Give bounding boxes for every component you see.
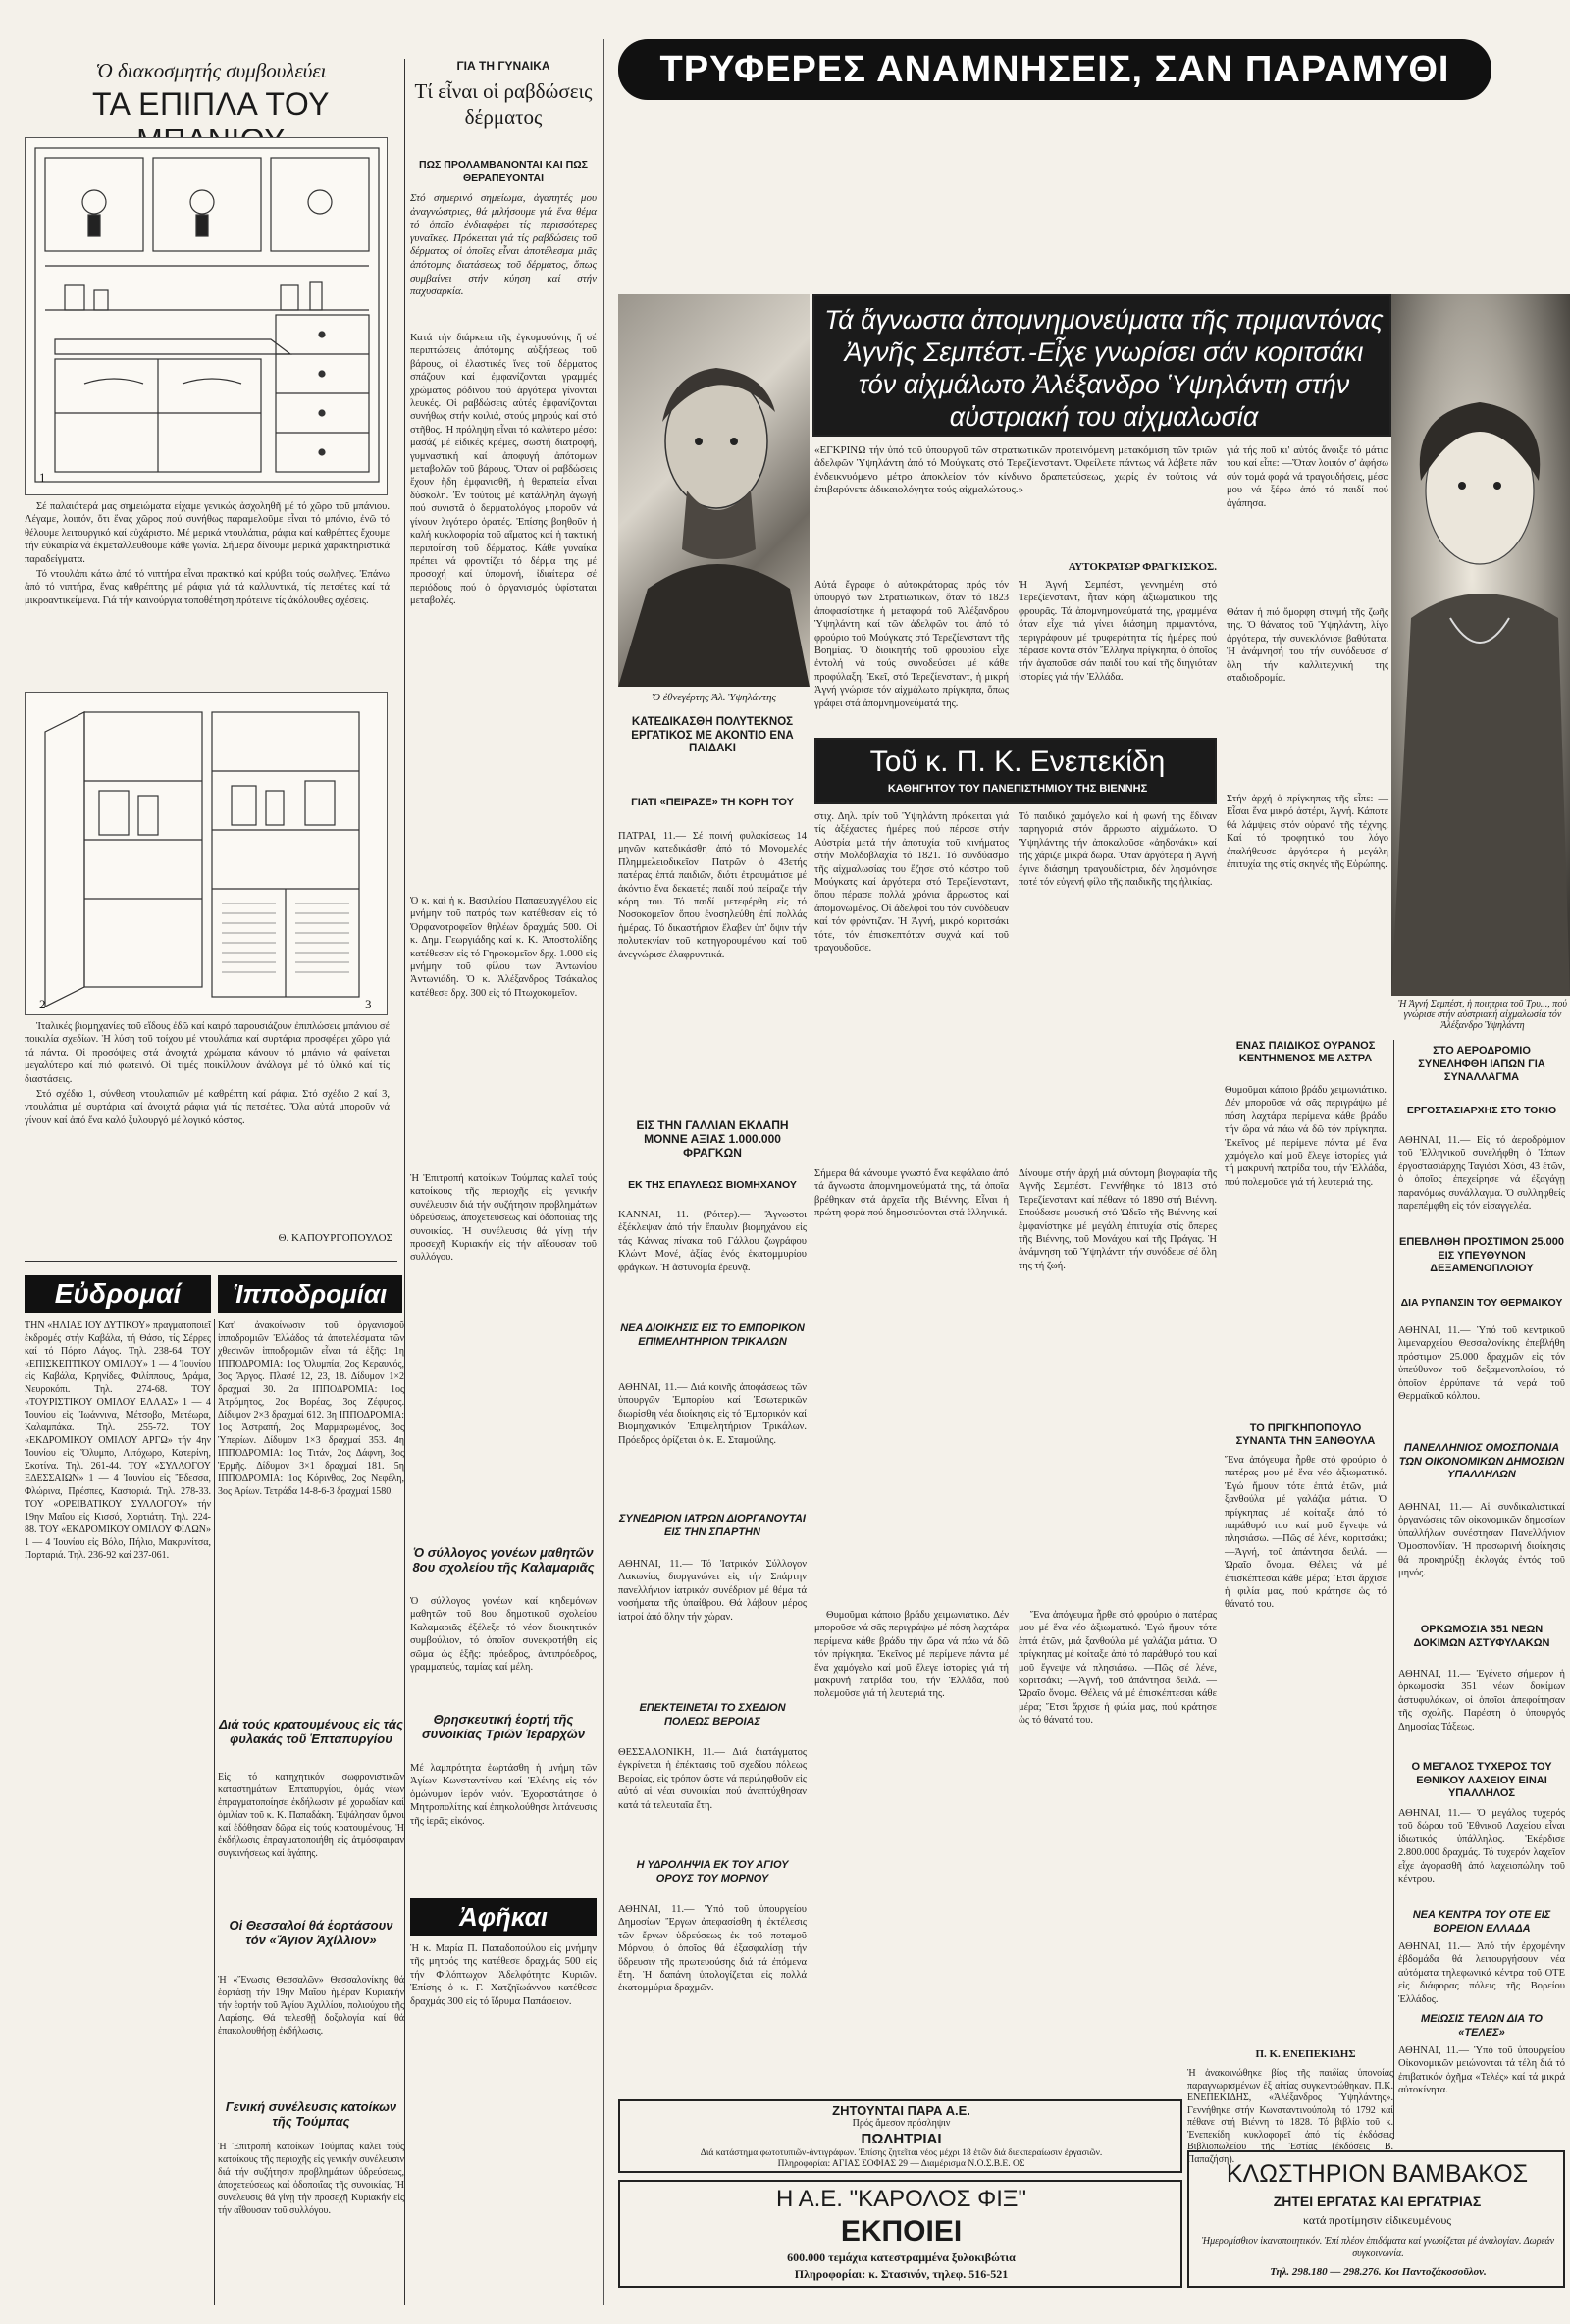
parents-title: Ὁ σύλλογος γονέων μαθητῶν 8ου σχολείου τῆς Καλαμαριᾶς — [412, 1545, 595, 1575]
fine-body: ΑΘΗΝΑΙ, 11.— Ὑπό τοῦ κεντρικοῦ λιμεναρχείου Θεσσαλονίκης ἐπεβλήθη πρόστιμον 25.000 δραχμῶν εἰς τόν ὑπεύθυνον τοῦ δεξαμενοπλοίου, τό ὁποῖον ἐρρύπανε τά νερά τοῦ Θερμαϊκοῦ κόλπου. — [1398, 1325, 1565, 1403]
toumba-title: Γενική συνέλευσις κατοίκων τῆς Τούμπας — [225, 2099, 397, 2129]
prison-title: Διά τούς κρατουμένους εἰς τάς φυλακάς τοῦ Ἑπταπυργίου — [219, 1717, 403, 1746]
bathroom-paragraph-4: Στό σχέδιο 1, σύνθεση ντουλαπιῶν μέ καθρέπτη καί ράφια. Στό σχέδιο 2 καί 3, ντουλάπια μέ συρτάρια καί ἀνοιχτά ράφια γιά τίς πετσέτες. Ὅλα αὐτά μποροῦν νά γίνουν καί ἀπό ἕνα καλό ξυλουργό μέ λογικό κόστος. — [25, 1089, 390, 1126]
thessalians-title: Οἱ Θεσσαλοί θά ἑορτάσουν τόν «Ἅγιον Ἀχίλλιον» — [229, 1918, 393, 1947]
feast-title: Θρησκευτική ἑορτή τῆς συνοικίας Τριῶν Ἱεραρχῶν — [422, 1712, 585, 1741]
veria-title: ΕΠΕΚΤΕΙΝΕΤΑΙ ΤΟ ΣΧΕΔΙΟΝ ΠΟΛΕΩΣ ΒΕΡΟΙΑΣ — [639, 1702, 786, 1728]
memoirs-headline: Τά ἄγνωστα ἀπομνημονεύματα τῆς πριμαντόνας Ἀγνῆς Σεμπέστ.-Εἶχε γνωρίσει σάν κοριτσάκι τόν αἰχμάλωτο Ἀλέξανδρο Ὑψηλάντη στήν αὐστριακή του αἰχμαλωσία — [824, 305, 1384, 432]
middle-continued: Ὁ κ. καί ἡ κ. Βασιλείου Παπαευαγγέλου εἰς μνήμην τοῦ πατρός των κατέθεσαν εἰς τό Ὀρφανοτροφεῖον θηλέων δραχμάς 500. Οἱ κ. Δημ. Γεωργιάδης καί κ. Κ. Ἀποστολίδης κατέθεσαν εἰς τό Γηροκομεῖον δρχ. 1.000 εἰς μνήμην τοῦ φίλου των Ἀντωνίου Ἀντωνιάδη. Ὁ κ. Ἀλέξανδρος Τσάκαλος κατέθεσε δρχ. 300 εἰς τό Πτωχοκομεῖον. — [410, 896, 597, 999]
author-paragraph-6: Ἕνα ἀπόγευμα ἦρθε στό φρούριο ὁ πατέρας μου μέ ἕνα νέο ἀξιωματικό. Ἐγώ ἤμουν τότε ἑπτά ἐτῶν, μιά ξανθούλα μέ γαλάζια μάτια. Ὁ πρίγκηπας μέ κοίταξε ἀπό τό παράθυρό του καί μοῦ ἔγνεψε νά πλησιάσω. —Πῶς σέ λένε, κοριτσάκι; —Ἀγνή, τοῦ ἀπάντησα δειλά. —Ὡραῖο ὄνομα. Θέλεις νά μέ ἐπισκέπτεσαι κάθε μέρα; Ἔτσι ἄρχισε ἡ φιλία μας, πού κράτησε ὡς τό θάνατό του. — [1019, 1610, 1217, 1727]
wanted-ad — [618, 2099, 1182, 2173]
cotton-ad — [1187, 2150, 1565, 2288]
japan-subtitle: ΕΡΓΟΣΤΑΣΙΑΡΧΗΣ ΣΤΟ ΤΟΚΙΟ — [1406, 1105, 1557, 1116]
cotton-subtitle: ΖΗΤΕΙ ΕΡΓΑΤΑΣ ΚΑΙ ΕΡΓΑΤΡΙΑΣ — [1273, 2194, 1482, 2209]
figure-number-2: 2 — [39, 997, 46, 1011]
bathroom-illustration-1 — [25, 137, 388, 495]
lottery-title: Ο ΜΕΓΑΛΟΣ ΤΥΧΕΡΟΣ ΤΟΥ ΕΘΝΙΚΟΥ ΛΑΧΕΙΟΥ ΕΙΝΑΙ ΥΠΑΛΛΗΛΟΣ — [1411, 1761, 1552, 1799]
cotton-phone: Τηλ. 298.180 — 298.276. Κοι Παντοζάκοσοῦλον. — [1270, 2266, 1487, 2278]
strike-body: ΠΑΤΡΑΙ, 11.— Σέ ποινή φυλακίσεως 14 μηνῶν κατεδικάσθη ἀπό τό Μονομελές Πλημμελειοδικεῖον Πατρῶν ὁ 43ετής πατέρας ἑπτά παιδιῶν, διότι ἐτραυμάτισε μέ ἀκόντιο ἕνα δεκαετές παιδί πού πείραζε τήν κόρη του. Τό παιδί μετεφέρθη εἰς τό Νοσοκομεῖον ὅπου ἐνοσηλεύθη ἐπί πολλάς ἡμέρας. Τό δικαστήριον ἔλαβεν ὑπ' ὄψιν τήν πολυτεκνίαν τοῦ κατηγορουμένου καί τοῦ ἀνεγνώρισε ἐλαφρυντικά. — [618, 831, 807, 960]
figure-number-1: 1 — [39, 470, 46, 485]
sparta-title: ΣΥΝΕΔΡΙΟΝ ΙΑΤΡΩΝ ΔΙΟΡΓΑΝΟΥΤΑΙ ΕΙΣ ΤΗΝ ΣΠΑΡΤΗΝ — [618, 1513, 806, 1538]
monet-body: ΚΑΝΝΑΙ, 11. (Ρόιτερ).— Ἄγνωστοι ἐξέκλεψαν ἀπό τήν ἔπαυλιν βιομηχάνου εἰς τάς Κάννας πίνακα τοῦ Γάλλου ζωγράφου Κλώντ Μονέ, ἀξίας ἑνός ἑκατομμυρίου φράγκων. Ἡ ἀστυνομία ἐρευνᾷ. — [618, 1210, 807, 1273]
portrait-sketch-right — [1391, 294, 1570, 996]
author-right-body-5: Θυμοῦμαι κάποιο βράδυ χειμωνιάτικο. Δέν μποροῦσε νά σᾶς περιγράψω μέ πόση λαχτάρα περίμενα κάθε βράδυ τήν ὥρα νά πάω νά δῶ τόν πρίγκηπα. Ἐκεῖνος μέ περίμενε πάντα μέ ἕνα χαμόγελο καί μοῦ ἔλεγε ἱστορίες γιά τή μακρυνή πατρίδα του, τήν Ἑλλάδα, πού πολεμοῦσε γιά τή λευτεριά της. — [1225, 1085, 1387, 1188]
parents-body: Ὁ σύλλογος γονέων καί κηδεμόνων μαθητῶν τοῦ 8ου δημοτικοῦ σχολείου Καλαμαριᾶς ἐξέλεξε τό νέον διοικητικόν συμβούλιον, τό ὁποῖον συνεκροτήθη εἰς σῶμα ὡς ἑξῆς: πρόεδρος, ἀντιπρόεδρος, γραμματεύς, ταμίας καί μέλη. — [410, 1596, 597, 1674]
wanted-info: Πληροφορίαι: ΑΓΙΑΣ ΣΟΦΙΑΣ 29 — Διαμέρισμα Ν.Ο.Σ.Β.Ε. ΟΣ — [777, 2159, 1025, 2169]
wanted-role: ΠΩΛΗΤΡΙΑΙ — [861, 2131, 942, 2147]
author-title: Τοῦ κ. Π. Κ. Ενεπεκίδη — [869, 746, 1166, 778]
bathroom-body-1 — [25, 500, 390, 687]
thessalians-body: Ἡ «Ἕνωσις Θεσσαλῶν» Θεσσαλονίκης θά ἑορτάσῃ τήν 19ην Μαΐου ἡμέραν Κυριακήν τήν ἑορτήν τοῦ Ἁγίου Ἀχιλλίου, πολιούχου τῆς Λαρίσης. Θά τελεσθῇ δοξολογία καί θά ἐπακολουθήσῃ ἐκδήλωσις. — [218, 1975, 404, 2037]
feast-body: Μέ λαμπρότητα ἑωρτάσθη ἡ μνήμη τῶν Ἁγίων Κωνσταντίνου καί Ἑλένης εἰς τόν ὁμώνυμον ἱερόν ναόν. Ἐχοροστάτησε ὁ Μητροπολίτης καί ἐπηκολούθησε λιτάνευσις τῆς ἱερᾶς εἰκόνος. — [410, 1763, 597, 1827]
bathroom-illustration-2 — [25, 692, 388, 1015]
carol-ad — [618, 2180, 1182, 2288]
memoirs-body-1: Αὐτά ἔγραφε ὁ αὐτοκράτορας πρός τόν ὑπουργό τῶν Στρατιωτικῶν, ὅταν τό 1823 ἀποφασίστηκε ἡ μεταφορά τοῦ Ἀλέξανδρου Ὑψηλάντη καί τῶν ἀδελφῶν του ἀπό τό φρούριο τοῦ Μούγκατς στό Τερεζίενσταντ τῆς Βοημίας. Ὁ διοικητής τοῦ φρουρίου εἶχε ἐντολή νά τούς συνοδεύσει μέ κάθε προφύλαξη. Ἐκεῖ, στό Τερεζίενσταντ, ἡ μικρή Ἀγνή γνώρισε τόν αἰχμάλωτο πρίγκηπα, ὅπως γράφει στά ἀπομνημονεύματά της. — [814, 580, 1009, 709]
trikala-title: ΝΕΑ ΔΙΟΙΚΗΣΙΣ ΕΙΣ ΤΟ ΕΜΠΟΡΙΚΟΝ ΕΠΙΜΕΛΗΤΗΡΙΟΝ ΤΡΙΚΑΛΩΝ — [620, 1322, 805, 1348]
memoirs-banner: ΤΡΥΦΕΡΕΣ ΑΝΑΜΝΗΣΕΙΣ, ΣΑΝ ΠΑΡΑΜΥΘΙ — [618, 39, 1492, 100]
cotton-note: Ἡμερομίσθιον ἱκανοποιητικόν. Ἐπί πλέον ἐπιδόματα καί γνωρίζεται μέ ἀναλογίαν. Δωρεάν συγκοινωνία. — [1201, 2236, 1555, 2259]
fine-subtitle: ΔΙΑ ΡΥΠΑΝΣΙΝ ΤΟΥ ΘΕΡΜΑΙΚΟΥ — [1400, 1297, 1563, 1309]
wanted-title: ΖΗΤΟΥΝΤΑΙ ΠΑΡΑ Α.Ε. — [832, 2103, 970, 2118]
author-subtitle: ΚΑΘΗΓΗΤΟΥ ΤΟΥ ΠΑΝΕΠΙΣΤΗΜΙΟΥ ΤΗΣ ΒΙΕΝΝΗΣ — [887, 783, 1148, 795]
author-subhead-1: ΕΝΑΣ ΠΑΙΔΙΚΟΣ ΟΥΡΑΝΟΣ ΚΕΝΤΗΜΕΝΟΣ ΜΕ ΑΣΤΡΑ — [1235, 1040, 1376, 1064]
bathroom-title: ΤΑ ΕΠΙΠΛΑ ΤΟΥ — [91, 86, 331, 122]
strike-subtitle: ΓΙΑΤΙ «ΠΕΙΡΑΖΕ» ΤΗ ΚΟΡΗ ΤΟΥ — [631, 797, 794, 808]
agni-sebest-portrait — [1391, 294, 1570, 996]
carol-company: Η Α.Ε. "ΚΑΡΟΛΟΣ ΦΙΞ" — [775, 2186, 1027, 2212]
bathroom-paragraph-3: Ἰταλικές βιομηχανίες τοῦ εἴδους ἐδῶ καί καιρό παρουσιάζουν ἐπιπλώσεις μπάνιου σέ ποικιλία σχεδίων. Ἡ λύση τοῦ τοίχου μέ ντουλάπια καί συρτάρια προσφέρει χῶρο γιά τά πάντα. Οἱ προσόψεις στά ἀνοιχτά χρώματα κάνουν τό μπάνιο νά φαίνεται μεγαλύτερο καί πιό φωτεινό. Οἱ τιμές ποικίλλουν ἀνάλογα μέ τό ὑλικό καί τίς διαστάσεις. — [25, 1021, 390, 1085]
bathroom-body-2 — [25, 1020, 390, 1231]
centers-body: ΑΘΗΝΑΙ, 11.— Ἀπό τήν ἐρχομένην ἑβδομάδα θά λειτουργήσουν νέα αὐτόματα τηλεφωνικά κέντρα τοῦ ΟΤΕ εἰς διάφορας πόλεις τῆς Βορείου Ἑλλάδος. — [1398, 1941, 1565, 2005]
tax-body: ΑΘΗΝΑΙ, 11.— Ὑπό τοῦ ὑπουργείου Οἰκονομικῶν μειώνονται τά τέλη διά τό ἐπιβατικόν ὀχῆμα «Τελές» καί τά μικρά αὐτοκίνητα. — [1398, 2045, 1565, 2096]
woman-title: Τί εἶναι οἱ ραβδώσεις δέρματος — [414, 79, 593, 129]
ypsilantis-portrait — [618, 294, 810, 687]
memoirs-quote: «ΕΓΚΡΙΝΩ τήν ὑπό τοῦ ὑπουργοῦ τῶν στρατιωτικῶν προτεινόμενη μετακόμιση τῶν τριῶν ἀδελφῶν Ὑψηλάντη ἀπό τό Μούγκατς στό Τερεζίενσταντ. Ὀφείλετε πάντως νά λάβετε πᾶν ἐνδεικνυόμενο μέτρο ἀποκλείον τόν κίνδυνο δραπετεύσεως, χωρίς ἐν τούτοις νά ἐπιβαρύνετε ἀδικαιολόγητα τούς αἰχμαλώτους.» — [814, 444, 1217, 496]
agni-caption: Ἡ Ἀγνή Σεμπέστ, ἡ ποιητρια τοῦ Τρυ..., πού γνώρισε στήν αὐστριακή αἰχμαλωσία τόν Ἀλέξανδρο Ὑψηλάντη — [1398, 999, 1567, 1031]
bathroom-paragraph-2: Τό ντουλάπι κάτω ἀπό τό νιπτήρα εἶναι πρακτικό καί κρύβει τούς σωλῆνες. Ἐπάνω ἀπό τό νιπτήρα, ἕνας καθρέπτης μέ ράφια γιά τά καλλυντικά, τίς πετσέτες καί τά μικροαντικείμενα. Γιά τήν καινούργια τοποθέτηση πρότεινε τίς ἀκόλουθες σχέσεις. — [25, 569, 390, 606]
veria-body: ΘΕΣΣΑΛΟΝΙΚΗ, 11.— Διά διατάγματος ἐγκρίνεται ἡ ἐπέκτασις τοῦ σχεδίου πόλεως Βεροίας, εἰς τρόπον ὥστε νά περιληφθοῦν εἰς αὐτό αἱ νέαι συνοικίαι πού ἀνεπτύχθησαν κατά τά τελευταῖα ἔτη. — [618, 1747, 807, 1811]
bathroom-byline: Θ. ΚΑΠΟΥΡΓΟΠΟΥΛΟΣ — [278, 1232, 392, 1244]
police-body: ΑΘΗΝΑΙ, 11.— Ἐγένετο σήμερον ἡ ὁρκωμοσία 351 νέων δοκίμων ἀστυφυλάκων, οἱ ὁποῖοι ἀπεφοίτησαν τῆς σχολῆς. Παρέστη ὁ ὑπουργός Δημοσίας Τάξεως. — [1398, 1669, 1565, 1732]
tax-title: ΜΕΙΩΣΙΣ ΤΕΛΩΝ ΔΙΑ ΤΟ «ΤΕΛΕΣ» — [1421, 2013, 1543, 2039]
bathroom-paragraph-1: Σέ παλαιότερά μας σημειώματα είχαμε γενικώς ἀσχοληθῆ μέ τό χῶρο τοῦ μπάνιου. Λέγαμε, λοιπόν, ὅτι ἕνας χῶρος πού συνήθως παραμελοῦμε εἶναι τό μπάνιο, ἐνῶ τό θέλουμε λειτουργικό καί εὐχάριστο. Μέ μερικά ντουλάπια, ράφια καί καθρέπτες ἔχουμε τήν εὐκαιρία νά ἐκμεταλλευθοῦμε κάθε γωνία. Σήμερα δίνουμε μερικά χαρακτηριστικά παραδείγματα. — [25, 501, 390, 565]
memoirs-body-2: Ἡ Ἀγνή Σεμπέστ, γεννημένη στό Τερεζίενσταντ, ἦταν κόρη ἀξιωματικοῦ τῆς φρουρᾶς. Τά ἀπομνημονεύματά της, γραμμένα ὅταν εἶχε πιά γίνει διάσημη πριμαντόνα, περιγράφουν μέ τρυφερότητα τίς ἡμέρες πού πέρασε κοντά στόν Ἕλληνα πρίγκηπα, ὁ ὁποῖος τήν ἀγαποῦσε σάν παιδί του καί τῆς διηγιόταν ἱστορίες γιά τήν Ἑλλάδα. — [1019, 580, 1217, 683]
author-body-3: Σήμερα θά κάνουμε γνωστό ἕνα κεφάλαιο ἀπό τά ἄγνωστα ἀπομνημονεύματά της, τά ὁποῖα βρέθηκαν στά ἀρχεῖα τῆς Βιέννης. Εἶναι ἡ πρώτη φορά πού δημοσιεύονται στά ἑλληνικά. — [814, 1168, 1009, 1219]
japan-body: ΑΘΗΝΑΙ, 11.— Εἰς τό ἀεροδρόμιον τοῦ Ἑλληνικοῦ συνελήφθη ὁ Ἰάπων ἐργοστασιάρχης Ταγιόσι Χόσι, 43 ἐτῶν, ὁ ὁποῖος ἐπεχείρησε νά ἐξαγάγῃ παρανόμως συνάλλαγμα. Ὁ συλληφθείς παρεπέμφθη εἰς τόν εἰσαγγελέα. — [1398, 1135, 1565, 1213]
woman-subtitle: ΠΩΣ ΠΡΟΛΑΜΒΑΝΟΝΤΑΙ ΚΑΙ ΠΩΣ ΘΕΡΑΠΕΥΟΝΤΑΙ — [419, 159, 588, 183]
woman-extra: Ἡ Ἐπιτροπή κατοίκων Τούμπας καλεῖ τούς κατοίκους τῆς περιοχῆς εἰς γενικήν συνέλευσιν διά τήν συζήτησιν προβλημάτων ὑδρεύσεως, ἀποχετεύσεως καί ὁδοποιΐας τῆς συνοικίας. Ἡ συνέλευσις θά γίνῃ τήν προσεχῆ Κυριακήν εἰς τήν αἴθουσαν τοῦ συλλόγου. — [410, 1173, 597, 1264]
figure-number-3: 3 — [365, 997, 372, 1011]
woman-kicker: ΓΙΑ ΤΗ ΓΥΝΑΙΚΑ — [456, 59, 550, 73]
memoirs-headline-box — [812, 294, 1391, 437]
author-body-1: στιχ. Δηλ. πρίν τοῦ Ὑψηλάντη πρόκειται γιά τίς ἀξέχαστες ἡμέρες πού πέρασε στήν Αὐστρία μετά τήν ἀποτυχία τοῦ κινήματος στήν Μολδοβλαχία τό 1821. Τό συνδύασμο τῆς αἰχμαλωσίας του ἔζησε στό κάστρο τοῦ Μούγκατς καί ἀργότερα στό Τερεζίενσταντ, ὅπου πέρασε πολλά χρόνια ἄρρωστος καί ἀπομονωμένος. Οἱ ἀδελφοί του τόν συνόδευαν καί τόν φρόντιζαν. Ἡ Ἀγνή, μικρό κοριτσάκι τότε, τόν ἐπισκεπτόταν συχνά καί τοῦ τραγουδοῦσε. — [814, 811, 1009, 955]
memoirs-quote-signature: ΑΥΤΟΚΡΑΤΩΡ ΦΡΑΓΚΙΣΚΟΣ. — [1068, 561, 1217, 573]
centers-title: ΝΕΑ ΚΕΝΤΡΑ ΤΟΥ ΟΤΕ ΕΙΣ ΒΟΡΕΙΟΝ ΕΛΛΑΔΑ — [1412, 1909, 1551, 1935]
strike-title: ΚΑΤΕΔΙΚΑΣΘΗ ΠΟΛΥΤΕΚΝΟΣ ΕΡΓΑΤΙΚΟΣ ΜΕ ΑΚΟΝΤΙΟ ΕΝΑ ΠΑΙΔΑΚΙ — [631, 716, 794, 754]
racing-banner: Ἱπποδρομίαι — [218, 1275, 402, 1313]
wanted-subtitle: Πρός ἄμεσον πρόσληψιν — [852, 2118, 951, 2129]
memoirs-right-body-3: Στήν ἀρχή ὁ πρίγκηπας τῆς εἶπε: —Εἶσαι ἕνα μικρό ἀστέρι, Ἀγνή. Κάποτε θά λάμψεις στόν οὐρανό τῆς τέχνης. Καί τό προφητικό του λόγο ἐπαλήθευσε ἀργότερα ἡ μεγάλη ἐπιτυχία της στίς σκηνές τῆς Εὐρώπης. — [1227, 794, 1388, 871]
woman-lead: Στό σημερινό σημείωμα, ἀγαπητές μου ἀναγνώστριες, θά μιλήσουμε γιά ἕνα θέμα τό ὁποῖο ἐνδιαφέρει τίς περισσότερες γυναῖκες. Πρόκειται γιά τίς ραβδώσεις τοῦ δέρματος οἱ ὁποῖες εἶναι ἀποτέλεσμα μιᾶς ἀπότομης διατάσεως τοῦ δέρματος, ὅπως συμβαίνει στήν κύηση καί στήν παχυσαρκία. — [410, 192, 597, 298]
racing-body: Κατ' ἀνακοίνωσιν τοῦ ὀργανισμοῦ ἱπποδρομιῶν Ἑλλάδος τά ἀποτελέσματα τῶν χθεσινῶν ἱπποδρομιῶν εἶναι τά ἑξῆς: 1η ΙΠΠΟΔΡΟΜΙΑ: 1ος Ὀλυμπία, 2ος Κεραυνός, 3ος Ἄργος. Πλασέ 12, 23, 18. Δίδυμον 1×2 δραχμαί 30. 2α ΙΠΠΟΔΡΟΜΙΑ: 1ος Ἀτρόμητος, 2ος Βορέας, 3ος Ζέφυρος. Δίδυμον 2×3 δραχμαί 612. 3η ΙΠΠΟΔΡΟΜΙΑ: 1ος Ἀστραπή, 2ος Μαρμαρωμένος, 3ος Ὑπερίων. Δίδυμον 1×3 δραχμαί 353. 4η ΙΠΠΟΔΡΟΜΙΑ: 1ος Τιτάν, 2ος Δάφνη, 3ος Ἑρμῆς. Δίδυμον 3×1 δραχμαί 181. 5η ΙΠΠΟΔΡΟΜΙΑ: 1ος Κόρινθος, 2ος Νεφέλη, 3ος Ἀρίων. Τετράδα 14-8-6-3 δραχμαί 1580. — [218, 1320, 404, 1497]
bequests-body: Ἡ κ. Μαρία Π. Παπαδοπούλου εἰς μνήμην τῆς μητρός της κατέθεσε δραχμάς 500 εἰς τήν Φιλόπτωχον Ἀδελφότητα Κυριῶν. Ἐπίσης ὁ κ. Γ. Χατζηϊωάννου κατέθεσε δραχμάς 300 εἰς τό ἵδρυμα Παπάφειον. — [410, 1943, 597, 2007]
author-right-body-6: Ἕνα ἀπόγευμα ἦρθε στό φρούριο ὁ πατέρας μου μέ ἕνα νέο ἀξιωματικό. Ἐγώ ἤμουν τότε ἑπτά ἐτῶν, μιά ξανθούλα μέ γαλάζια μάτια. Ὁ πρίγκηπας μέ κοίταξε ἀπό τό παράθυρό του καί μοῦ ἔγνεψε νά πλησιάσω. —Πῶς σέ λένε, κοριτσάκι; —Ἀγνή, τοῦ ἀπάντησα δειλά. —Ὡραῖο ὄνομα. Θέλεις νά μέ ἐπισκέπτεσαι κάθε μέρα; Ἔτσι ἄρχισε ἡ φιλία μας, πού κράτησε ὡς τό θάνατό του. — [1225, 1455, 1387, 1611]
sparta-body: ΑΘΗΝΑΙ, 11.— Τό Ἰατρικόν Σύλλογον Λακωνίας διοργανώνει εἰς τήν Σπάρτην πανελλήνιον ἰατρικόν συνέδριον μέ θέμα τά νοσήματα τῆς ὑπαίθρου. Θά λάβουν μέρος ἰατροί ἀπό ὅλην τήν χώραν. — [618, 1559, 807, 1623]
woman-body: Κατά τήν διάρκεια τῆς ἐγκυμοσύνης ἤ σέ περιπτώσεις ἀπότομης αὐξήσεως τοῦ βάρους, οἱ ἐλαστικές ἴνες τοῦ δέρματος σπάζουν καί ἐμφανίζονται γραμμές χρώματος ρόδινου πού ἀργότερα γίνονται λευκές. Οἱ ραβδώσεις αὐτές ἐμφανίζονται συνήθως στήν κοιλιά, στούς μηρούς καί στό στῆθος. Ἡ πρόληψη εἶναι τό καλύτερο μέσο: μασάζ μέ εἰδικές κρέμες, σωστή διατροφή, γυμναστική καί ἀποφυγή ἀπότομων μεταβολῶν τοῦ βάρους. Ὅταν οἱ ραβδώσεις ἔχουν ἤδη ἐμφανισθῆ, ἡ θεραπεία εἶναι δύσκολη. Ἐν τούτοις μέ κατάλληλη ἀγωγή πού συνιστᾶ ὁ δερματολόγος μποροῦν νά γίνουν λιγότερο ὁρατές. Ἐπίσης βοηθοῦν ἡ καλή κυκλοφορία τοῦ αἵματος καί ἡ τακτική περιποίηση τοῦ δέρματος. Κάθε γυναίκα πρέπει νά φροντίζει τό δέρμα της μέ προσοχή καί ὑπομονή, ἰδιαίτερα σέ περιόδους πού ὁ ὀργανισμός ὑφίσταται μεταβολές. — [410, 333, 597, 607]
memoirs-byline: Π. Κ. ΕΝΕΠΕΚΙΔΗΣ — [1255, 2048, 1356, 2060]
memoirs-right-body-2: Θάταν ἡ πιό ὄμορφη στιγμή τῆς ζωῆς της. Ὁ θάνατος τοῦ Ὑψηλάντη, λίγο ἀργότερα, τήν συνεκλόνισε βαθύτατα. Ἡ ἀνάμνησή του τήν συνόδευσε σ' ὅλη τήν καλλιτεχνική της σταδιοδρομία. — [1227, 607, 1388, 685]
employees-title: ΠΑΝΕΛΛΗΝΙΟΣ ΟΜΟΣΠΟΝΔΙΑ ΤΩΝ ΟΙΚΟΝΟΜΙΚΩΝ ΔΗΜΟΣΙΩΝ ΥΠΑΛΛΗΛΩΝ — [1398, 1442, 1565, 1480]
author-body-5 — [814, 1609, 1009, 2148]
athos-body: ΑΘΗΝΑΙ, 11.— Ὑπό τοῦ ὑπουργείου Δημοσίων Ἔργων ἀπεφασίσθη ἡ ἐκτέλεσις τῶν ἔργων ὑδρεύσεως ἐκ τοῦ ποταμοῦ Μόρνου, ὁ ὁποῖος θά ἐξασφαλίσῃ τήν ὕδρευσιν τῆς πρωτευούσης διά τά ἐπόμενα ἔτη. Ἡ δαπάνη ὑπολογίζεται εἰς πολλά ἑκατομμύρια δραχμῶν. — [618, 1904, 807, 1994]
monet-subtitle: ΕΚ ΤΗΣ ΕΠΑΥΛΕΩΣ ΒΙΟΜΗΧΑΝΟΥ — [628, 1179, 797, 1191]
bathroom-furniture-drawing-2 — [26, 693, 389, 1016]
portrait-sketch-left — [618, 294, 810, 687]
trikala-body: ΑΘΗΝΑΙ, 11.— Διά κοινῆς ἀποφάσεως τῶν ὑπουργῶν Ἐμπορίου καί Ἐσωτερικῶν διωρίσθη νέα διοίκησις εἰς τό Ἐμπορικόν καί Βιομηχανικόν Ἐπιμελητήριον Τρικάλων. Πρόεδρος ὁρίζεται ὁ κ. Ε. Σταμούλης. — [618, 1382, 807, 1446]
carol-info: Πληροφορίαι: κ. Στασινόν, τηλεφ. 516-521 — [794, 2267, 1009, 2281]
police-title: ΟΡΚΩΜΟΣΙΑ 351 ΝΕΩΝ ΔΟΚΙΜΩΝ ΑΣΤΥΦΥΛΑΚΩΝ — [1413, 1624, 1550, 1649]
excursions-banner: Εὐδρομαί — [25, 1275, 211, 1313]
japan-title: ΣΤΟ ΑΕΡΟΔΡΟΜΙΟ ΣΥΝΕΛΗΦΘΗ ΙΑΠΩΝ ΓΙΑ ΣΥΝΑΛΛΑΓΜΑ — [1418, 1045, 1545, 1083]
bathroom-furniture-drawing-1 — [26, 138, 389, 496]
bathroom-kicker: Ὁ διακοσμητής συμβουλεύει — [95, 59, 327, 82]
prison-body: Εἰς τό κατηχητικόν σωφρονιστικῶν καταστημάτων Ἑπταπυργίου, ὁμάς νέων ἐπραγματοποίησε ἐκδήλωσιν μέ χορωδίαν καί ὁμιλίαν τοῦ κ. Κ. Παπαδάκη. Ἐψάλησαν ὕμνοι καί ἐδόθησαν δῶρα εἰς τούς κρατουμένους. Ἡ ἐκδήλωσις ἐπραγματοποιήθη εἰς ἀτμόσφαιραν συγκινήσεως καί ἀγάπης. — [218, 1772, 404, 1859]
author-box — [814, 738, 1217, 804]
cotton-subtitle-2: κατά προτίμησιν εἰδικευμένους — [1302, 2213, 1452, 2227]
bio-body: Ἡ ἀνακοινώθηκε βίος τῆς παιδίας ὑπονοίας παραγνωρισμένων ἐξ αἰτίας συγκεντρώθηκαν. Π.Κ. ΕΝΕΠΕΚΙΔΗΣ, «Ἀλέξανδρος Ὑψηλάντης». Γεννήθηκε στήν Κωνσταντινούπολη τό 1792 καί πέθανε στή Βιέννη τό 1828. Τό βιβλίο τοῦ κ. Ἐνεπεκίδη κυκλοφορεῖ ἀπό τίς ἐκδόσεις Βιβλιοπωλείου τῆς Ἑστίας (ἐκδόσεις Β. Παπαζήση). — [1187, 2068, 1393, 2165]
monet-title: ΕΙΣ ΤΗΝ ΓΑΛΛΙΑΝ ΕΚΛΑΠΗ ΜΟΝΝΕ ΑΞΙΑΣ 1.000.000 ΦΡΑΓΚΩΝ — [636, 1118, 789, 1160]
author-body-2: Τό παιδικό χαμόγελο καί ἡ φωνή της ἔδιναν παρηγοριά στόν ἄρρωστο αἰχμάλωτο. Ὁ Ὑψηλάντης τήν ἀποκαλοῦσε «ἀηδονάκι» καί τῆς χάριζε μικρά δῶρα. Ὅταν ἀργότερα ἡ Ἀγνή ἔγινε διάσημη τραγουδίστρια, δέν λησμόνησε ποτέ τόν εὐγενή φίλο τῆς παιδικῆς της ἡλικίας. — [1019, 811, 1217, 889]
memoirs-right-body-1: γιά τής ποῦ κι' αὐτός ἄνοιξε τό μάτια του καί εἶπε: —Ὅταν λοιπόν σ' ἀφήσω σύν τομά φορά νά τραγουδήσεις, μέσα μου νά ξέρω ἀπό τό παιδί πού ἀγάπησα. — [1227, 445, 1388, 509]
employees-body: ΑΘΗΝΑΙ, 11.— Αἱ συνδικαλιστικαί ὀργανώσεις τῶν οἰκονομικῶν δημοσίων ὑπαλλήλων συνέστησαν Πανελλήνιον Ὁμοσπονδίαν. Ἡ προσωρινή διοίκησις θά προκηρύξῃ ἐκλογάς ἐντός τοῦ μηνός. — [1398, 1502, 1565, 1579]
wanted-body: Διά κατάστημα φωτοτυπιῶν-ἀντιγράφων. Ἐπίσης ζητεῖται νέος μέχρι 18 ἐτῶν διά διεκπεραίωσιν ἐργασιῶν. — [700, 2148, 1103, 2158]
carol-body: 600.000 τεμάχια κατεστραμμένα ξυλοκιβώτια — [787, 2250, 1016, 2264]
bequests-banner: Ἀφῆκαι — [410, 1898, 597, 1936]
excursions-body: ΤΗΝ «ΗΛΙΑΣ ΙΟΥ ΔΥΤΙΚΟΥ» πραγματοποιεῖ ἐκδρομές στήν Καβάλα, τή Θάσο, τίς Σέρρες καί τό Πόρτο Λάγος. Τηλ. 238-64. ΤΟΥ «ΕΠΙΣΚΕΠΤΙΚΟΥ ΟΜΙΛΟΥ» 1 — 4 Ἰουνίου εἰς Καβάλα, Κρηνίδες, Φιλίππους, Δράμα, Νευροκόπι. Τηλ. 274-68. ΤΟΥ «ΤΟΥΡΙΣΤΙΚΟΥ ΟΜΙΛΟΥ ΕΛΛΑΣ» 1 — 4 Ἰουνίου εἰς Ἰωάννινα, Μέτσοβο, Μετέωρα, Καλαμπάκα. Τηλ. 255-72. ΤΟΥ «ΕΚΔΡΟΜΙΚΟΥ ΟΜΙΛΟΥ ΑΡΓΩ» τήν 4ην Ἰουνίου εἰς Ὄλυμπο, Λιτόχωρο, Κατερίνη, Σκοτίνα. Τηλ. 261-44. ΤΟΥ «ΣΥΛΛΟΓΟΥ ΕΔΕΣΣΑΙΩΝ» 1 — 4 Ἰουνίου εἰς Ἔδεσσα, Φλώρινα, Πρέσπες, Καστοριά. Τηλ. 278-33. ΤΟΥ «ΟΡΕΙΒΑΤΙΚΟΥ ΣΥΛΛΟΓΟΥ» τήν 19ην Μαΐου εἰς Κισσό, Χορτιάτη. Τηλ. 224-88. ΤΟΥ «ΕΚΔΡΟΜΙΚΟΥ ΟΜΙΛΟΥ ΦΙΛΩΝ» 1 — 4 Ἰουνίου εἰς Βόλο, Πήλιο, Μακρυνίτσα, Πορταριά. Τηλ. 236-92 καί 237-061. — [25, 1320, 211, 1561]
carol-headline: ΕΚΠΟΙΕΙ — [840, 2215, 963, 2247]
author-paragraph-5: Θυμοῦμαι κάποιο βράδυ χειμωνιάτικο. Δέν μποροῦσε νά σᾶς περιγράψω μέ πόση λαχτάρα περίμενα κάθε βράδυ τήν ὥρα νά πάω νά δῶ τόν πρίγκηπα. Ἐκεῖνος μέ περίμενε πάντα μέ ἕνα χαμόγελο καί μοῦ ἔλεγε ἱστορίες γιά τή μακρυνή πατρίδα του, τήν Ἑλλάδα, πού πολεμοῦσε γιά τή λευτεριά της. — [814, 1610, 1009, 1700]
athos-title: Η ΥΔΡΟΛΗΨΙΑ ΕΚ ΤΟΥ ΑΓΙΟΥ ΟΡΟΥΣ ΤΟΥ ΜΟΡΝΟΥ — [636, 1859, 789, 1885]
lottery-body: ΑΘΗΝΑΙ, 11.— Ὁ μεγάλος τυχερός τοῦ δώρου τοῦ Ἐθνικοῦ Λαχείου εἶναι ἰδιωτικός ὑπάλληλος. Ἐκέρδισε 2.800.000 δραχμάς. Τό τυχερόν λαχεῖον εἶχε ἀγορασθῆ ἀπό λαχειοπώλην τοῦ κέντρου. — [1398, 1808, 1565, 1885]
ypsilantis-caption: Ὁ ἐθνεγέρτης Ἀλ. Ὑψηλάντης — [651, 692, 777, 703]
toumba-body: Ἡ Ἐπιτροπή κατοίκων Τούμπας καλεῖ τούς κατοίκους τῆς περιοχῆς εἰς γενικήν συνέλευσιν διά τήν συζήτησιν προβλημάτων ὑδρεύσεως, ἀποχετεύσεως καί ὁδοποιΐας τῆς συνοικίας. Ἡ συνέλευσις θά γίνῃ τήν προσεχῆ Κυριακήν εἰς τήν αἴθουσαν τοῦ συλλόγου. — [218, 2142, 404, 2216]
author-body-4: Δίνουμε στήν ἀρχή μιά σύντομη βιογραφία τῆς Ἀγνῆς Σεμπέστ. Γεννήθηκε τό 1813 στό Τερεζίενσταντ καί πέθανε τό 1890 στή Βιέννη. Σπούδασε μουσική στό Ὠδεῖο τῆς Βιέννης καί ἐμφανίστηκε μέ μεγάλη ἐπιτυχία στίς ὄπερες τῆς Βιέννης, τοῦ Μονάχου καί τῆς Πράγας. Ἡ ἀνάμνηση τοῦ Ὑψηλάντη τήν συνόδευε σέ ὅλη της τή ζωή. — [1019, 1168, 1217, 1271]
cotton-title: ΚΛΩΣΤΗΡΙΟΝ ΒΑΜΒΑΚΟΣ — [1226, 2160, 1529, 2188]
fine-title: ΕΠΕΒΛΗΘΗ ΠΡΟΣΤΙΜΟΝ 25.000 ΕΙΣ ΥΠΕΥΘΥΝΟΝ ΔΕΞΑΜΕΝΟΠΛΟΙΟΥ — [1399, 1236, 1564, 1274]
author-subhead-2: ΤΟ ΠΡΙΓΚΗΠΟΠΟΥΛΟ ΣΥΝΑΝΤΑ ΤΗΝ ΞΑΝΘΟΥΛΑ — [1235, 1422, 1376, 1447]
